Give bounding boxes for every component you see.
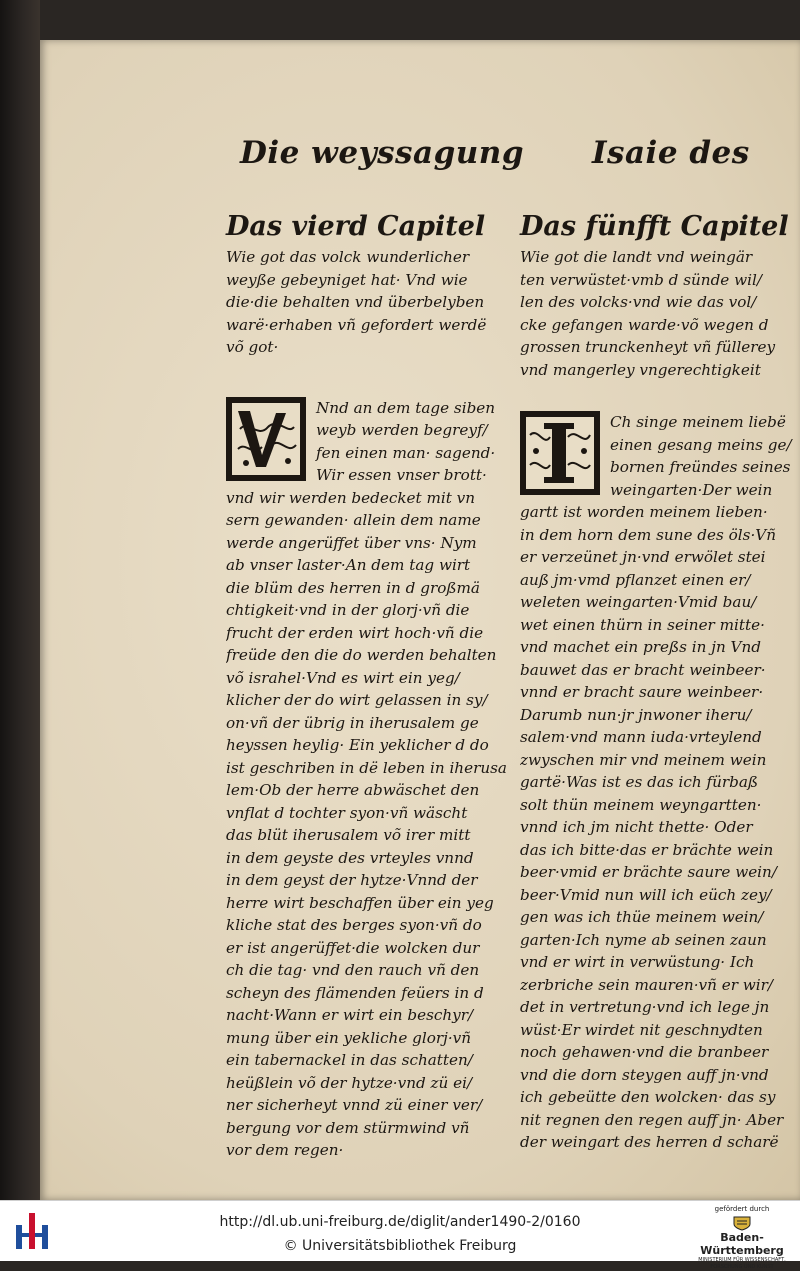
body-line: mung über ein yekliche glorj·vñ (226, 1028, 472, 1047)
body-line: vnd machet ein preßs in jn Vnd (520, 638, 762, 656)
body-line: võ israhel·Vnd es wirt ein yeg/ (226, 668, 460, 687)
body-line: salem·vnd mann iuda·vrteylend (520, 728, 762, 746)
sponsor-caption: gefördert durch (714, 1205, 770, 1213)
body-line: in dem geyst der hytze·Vnnd der (226, 871, 478, 889)
body-line: vnd die dorn steygen auff jn·vnd (520, 1065, 769, 1084)
body-line: wet einen thürn in seiner mitte· (520, 615, 765, 634)
body-line: werde angerüffet über vns· Nym (226, 533, 477, 552)
body-line: die blüm des herren in d großmä (226, 578, 480, 597)
body-line: ich gebeütte den wolcken· das sy (520, 1088, 776, 1106)
right-body-lines (520, 501, 800, 1154)
body-line: ab vnser laster·An dem tag wirt (226, 556, 471, 574)
body-line: gen was ich thüe meinem wein/ (520, 908, 764, 926)
viewer-footer (0, 1200, 800, 1270)
body-line: der weingart des herren d scharë (520, 1133, 779, 1151)
state-crest-icon (731, 1215, 753, 1231)
body-line: heüßlein võ der hytze·vnd zü ei/ (226, 1073, 473, 1092)
body-line: Wir essen vnser brott· (316, 466, 487, 484)
body-line: beer·Vmid nun will ich eüch zey/ (520, 885, 772, 904)
body-line: das blüt iherusalem võ irer mitt (226, 826, 471, 844)
body-line: fen einen man· sagend· (316, 443, 496, 462)
body-line: Ch singe meinem liebë (610, 413, 786, 431)
body-line: nacht·Wann er wirt ein beschyr/ (226, 1006, 474, 1024)
body-line: beer·vmid er brächte saure wein/ (520, 863, 777, 881)
body-line: Nnd an dem tage siben (316, 398, 496, 417)
summary-line: grossen trunckenheyt vñ füllerey (520, 338, 776, 356)
body-line: bauwet das er bracht weinbeer· (520, 660, 766, 679)
body-line: in dem horn dem sune des öls·Vñ (520, 525, 777, 544)
decorated-initial-i (520, 411, 600, 495)
body-line: gartë·Was ist es das ich fürbaß (520, 773, 759, 791)
body-line: det in vertretung·vnd ich lege jn (520, 998, 770, 1016)
body-line: weingarten·Der wein (610, 480, 773, 499)
running-head-left: Die weyssagung (240, 135, 525, 171)
sponsor-block (688, 1205, 796, 1271)
summary-line: cke gefangen warde·võ wegen d (520, 315, 769, 334)
summary-line: Wie got das volck wunderlicher (226, 248, 470, 266)
body-line: vnd er wirt in verwüstung· Ich (520, 953, 755, 971)
sponsor-name: Baden-Württemberg (700, 1231, 784, 1257)
body-line: vnnd ich jm nicht thette· Oder (520, 818, 753, 836)
scanned-page (40, 40, 800, 1200)
body-line: bornen freündes seines (610, 458, 791, 476)
chapter-summary (520, 246, 800, 381)
body-line: klicher der do wirt gelassen in sy/ (226, 691, 488, 709)
chapter-summary (226, 246, 508, 359)
sponsor-ministry: MINISTERIUM FÜR WISSENSCHAFT, FORSCHUNG UND KUNST (698, 1257, 786, 1270)
body-line: er verzeünet jn·vnd erwölet stei (520, 548, 766, 566)
chapter-body (226, 397, 508, 1162)
body-line: garten·Ich nyme ab seinen zaun (520, 930, 767, 949)
body-line: noch gehawen·vnd die branbeer (520, 1043, 769, 1061)
body-line: herre wirt beschaffen über ein yeg (226, 893, 494, 912)
body-line: kliche stat des berges syon·vñ do (226, 916, 482, 934)
body-line: scheyn des flämenden feüers in d (226, 983, 484, 1002)
body-line: ist geschriben in dë leben in iherusa (226, 758, 507, 777)
summary-line: die·die behalten vnd überbelyben (226, 293, 485, 311)
running-head-right: Isaie des (592, 135, 750, 171)
body-line: vnflat d tochter syon·vñ wäscht (226, 803, 468, 822)
summary-line: len des volcks·vnd wie das vol/ (520, 293, 757, 311)
body-line: lem·Ob der herre abwäschet den (226, 781, 480, 799)
book-binding-edge (0, 0, 40, 1200)
body-line: er ist angerüffet·die wolcken dur (226, 938, 480, 957)
body-line: nit regnen den regen auff jn· Aber (520, 1110, 784, 1129)
chapter-heading: Das vierd Capitel (226, 211, 486, 242)
summary-line: weyße gebeyniget hat· Vnd wie (226, 270, 468, 289)
body-line: vnnd er bracht saure weinbeer· (520, 683, 764, 701)
body-line: vor dem regen· (226, 1141, 344, 1159)
body-line: weyb werden begreyf/ (316, 421, 488, 439)
body-line: sern gewanden· allein dem name (226, 511, 481, 529)
copyright-notice: © Universitätsbibliothek Freiburg (283, 1238, 517, 1254)
body-line: zerbriche sein mauren·vñ er wir/ (520, 975, 774, 994)
decorated-initial-v (226, 397, 306, 481)
body-line: ein tabernackel in das schatten/ (226, 1051, 473, 1069)
body-line: on·vñ der übrig in iherusalem ge (226, 713, 479, 732)
body-line: in dem geyste des vrteyles vnnd (226, 848, 474, 867)
body-line: weleten weingarten·Vmid bau/ (520, 593, 757, 611)
summary-line: Wie got die landt vnd weingär (520, 248, 753, 266)
chapter-body (520, 411, 800, 1154)
body-line: frucht der erden wirt hoch·vñ die (226, 623, 484, 642)
summary-line: vnd mangerley vngerechtigkeit (520, 360, 761, 379)
left-column (226, 208, 508, 1162)
body-line: heyssen heylig· Ein yeklicher d do (226, 736, 489, 754)
body-line: solt thün meinem weyngartten· (520, 795, 762, 814)
body-line: bergung vor dem stürmwind vñ (226, 1118, 470, 1137)
body-line: auß jm·vmd pflanzet einen er/ (520, 570, 751, 589)
body-line: vnd wir werden bedecket mit vn (226, 488, 476, 507)
body-line: freüde den die do werden behalten (226, 646, 497, 664)
body-line: das ich bitte·das er brächte wein (520, 840, 774, 859)
right-column (520, 208, 800, 1154)
body-line: ner sicherheyt vnnd zü einer ver/ (226, 1096, 483, 1114)
permalink-url[interactable]: http://dl.ub.uni-freiburg.de/diglit/ander1490-2/0160 (219, 1214, 581, 1230)
body-line: einen gesang meins ge/ (610, 435, 792, 454)
body-line: Darumb nun·jr jnwoner iheru/ (520, 705, 752, 724)
summary-line: ten verwüstet·vmb d sünde wil/ (520, 270, 762, 289)
chapter-heading: Das fünfft Capitel (520, 211, 789, 242)
summary-line: võ got· (226, 338, 279, 356)
body-line: ch die tag· vnd den rauch vñ den (226, 961, 480, 979)
body-line: chtigkeit·vnd in der glorj·vñ die (226, 601, 470, 619)
left-body-lines (226, 487, 508, 1162)
body-line: wüst·Er wirdet nit geschnydten (520, 1020, 763, 1039)
body-line: zwyschen mir vnd meinem wein (520, 750, 767, 769)
body-line: gartt ist worden meinem lieben· (520, 503, 768, 521)
summary-line: warë·erhaben vñ gefordert werdë (226, 315, 487, 334)
